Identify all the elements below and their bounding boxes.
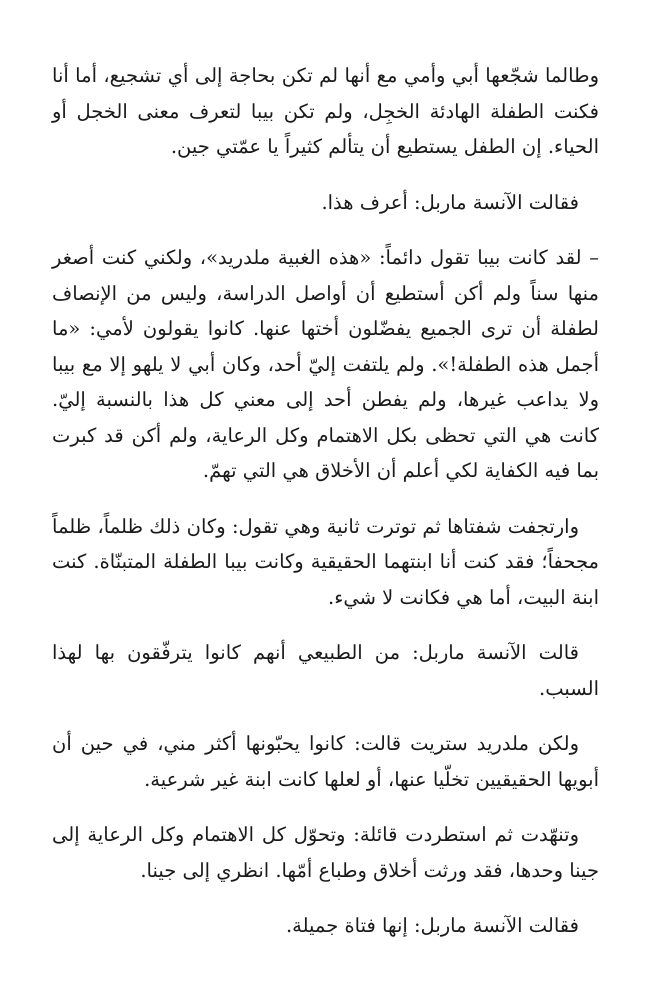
paragraph-5: قالت الآنسة ماربل: من الطبيعي أنهم كانوا يترفّقون بها لهذا السبب. <box>52 641 599 700</box>
paragraph-2: فقالت الآنسة ماربل: أعرف هذا. <box>321 190 579 214</box>
paragraph-8: فقالت الآنسة ماربل: إنها فتاة جميلة. <box>285 914 579 937</box>
book-page <box>52 58 599 964</box>
paragraph-1: وطالما شجّعها أبي وأمي مع أنها لم تكن بحاجة إلى أي تشجيع، أما أنا فكنت الطفلة الهادئة الخجِل، ولم تكن بيبا لتعرف معنى الخجل أو الحياء. إن الطفل يستطيع أن يتألم كثيراً يا عمّتي جين. <box>52 64 599 158</box>
paragraph-6: ولكن ملدريد ستريت قالت: كانوا يحبّونها أكثر مني، في حين أن أبويها الحقيقيين تخلّيا عنها، أو لعلها كانت ابنة غير شرعية. <box>52 732 599 791</box>
paragraph-3: – لقد كانت بيبا تقول دائماً: «هذه الغبية ملدريد»، ولكني كنت أصغر منها سناً ولم أكن أستطيع أن أواصل الدراسة، وليس من الإنصاف لطفلة أن ترى الجميع يفضّلون أختها عنها. كانوا يقولون لأمي: «ما أجمل هذه الطفلة!». ولم يلتفت إليّ أحد، وكان أبي لا يلهو إلا مع بيبا ولا يداعب غيرها، ولم يفطن أحد إلى معني كل هذا بالنسبة إليّ. كانت هي التي تحظى بكل الاهتمام وكل الرعاية، ولم أكن قد كبرت بما فيه الكفاية لكي أعلم أن الأخلاق هي التي تهمّ. <box>52 246 599 482</box>
paragraph-7: وتنهّدت ثم استطردت قائلة: وتحوّل كل الاهتمام وكل الرعاية إلى جينا وحدها، فقد ورثت أخلاق وطباع أمّها. انظري إلى جينا. <box>52 823 599 882</box>
paragraph-4: وارتجفت شفتاها ثم توترت ثانية وهي تقول: وكان ذلك ظلماً، ظلماً مجحفاً؛ فقد كنت أنا ابنتهما الحقيقية وكانت بيبا الطفلة المتبنّاة. كنت ابنة البيت، أما هي فكانت لا شيء. <box>52 514 599 609</box>
